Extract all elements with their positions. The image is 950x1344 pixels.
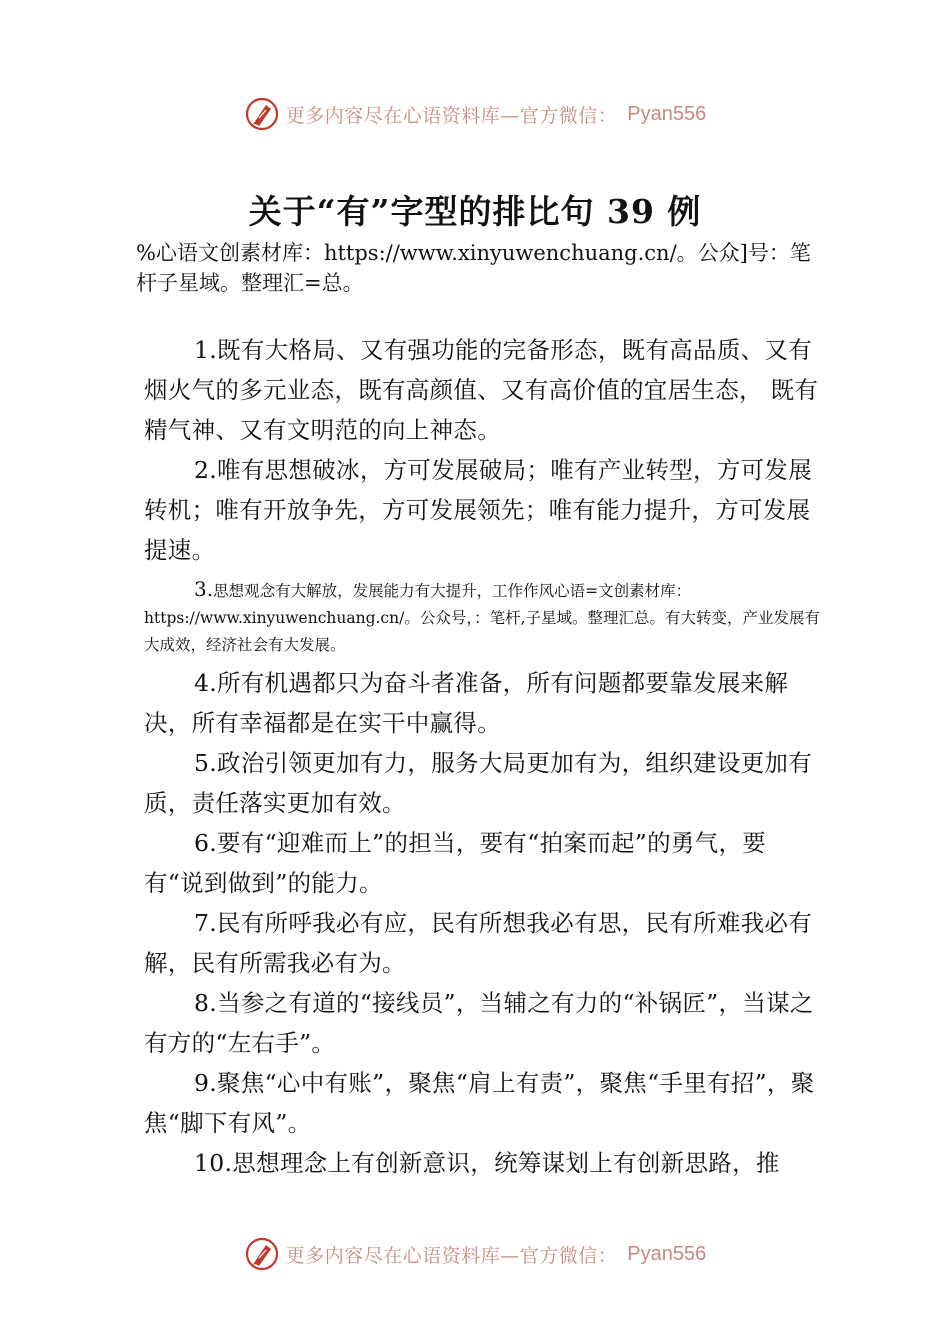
banner-text: 更多内容尽在心语资料库—官方微信： [285, 1244, 618, 1267]
paragraph-1: 1.既有大格局、又有强功能的完备形态，既有高品质、又有烟火气的多元业态，既有高颜值、又有高价值的宜居生态， 既有精气神、又有文明范的向上神态。 [144, 336, 819, 444]
pen-nib-logo-icon [244, 96, 280, 132]
footer-banner [0, 1234, 950, 1274]
paragraph-7: 7.民有所呼我必有应，民有所想我必有思，民有所难我必有解，民有所需我必有为。 [144, 909, 813, 977]
paragraph-3 [144, 576, 820, 659]
paragraph-6: 6.要有“迎难而上”的担当，要有“拍案而起”的勇气，要有“说到做到”的能力。 [144, 829, 767, 897]
banner-text: 更多内容尽在心语资料库—官方微信： [285, 104, 618, 127]
paragraph-3-text: 思想观念有大解放，发展能力有大提升，工作作风心语=文创素材库：https://www.xinyuwenchuang.cn/。公众号，：笔杆,子星域。整理汇总。有大转变，产业发展有大成效，经济社会有大发展。 [144, 582, 821, 654]
paragraph-3-number: 3. [194, 577, 214, 601]
paragraph-10: 10.思想理念上有创新意识，统筹谋划上有创新思路，推 [194, 1149, 780, 1177]
paragraph-2: 2.唯有思想破冰，方可发展破局；唯有产业转型，方可发展转机；唯有开放争先，方可发展领先；唯有能力提升，方可发展提速。 [144, 456, 813, 564]
pen-nib-logo-icon [244, 1236, 280, 1272]
page-title: 关于“有”字型的排比句 39 例 [248, 192, 702, 231]
source-note: %心语文创素材库：https://www.xinyuwenchuang.cn/。公众]号：笔杆子星域。整理汇=总。 [136, 241, 811, 295]
banner-wechat-id: Pyan556 [627, 102, 707, 125]
banner-wechat-id: Pyan556 [627, 1242, 707, 1265]
paragraph-9: 9.聚焦“心中有账”，聚焦“肩上有责”，聚焦“手里有招”，聚焦“脚下有风”。 [144, 1069, 815, 1137]
header-banner [0, 94, 950, 134]
document-body [144, 330, 820, 1183]
paragraph-4: 4.所有机遇都只为奋斗者准备，所有问题都要靠发展来解决，所有幸福都是在实干中赢得。 [144, 669, 789, 737]
paragraph-8: 8.当参之有道的“接线员”，当辅之有力的“补锅匠”，当谋之有方的“左右手”。 [144, 989, 814, 1057]
paragraph-5: 5.政治引领更加有力，服务大局更加有为，组织建设更加有质，责任落实更加有效。 [144, 749, 813, 817]
